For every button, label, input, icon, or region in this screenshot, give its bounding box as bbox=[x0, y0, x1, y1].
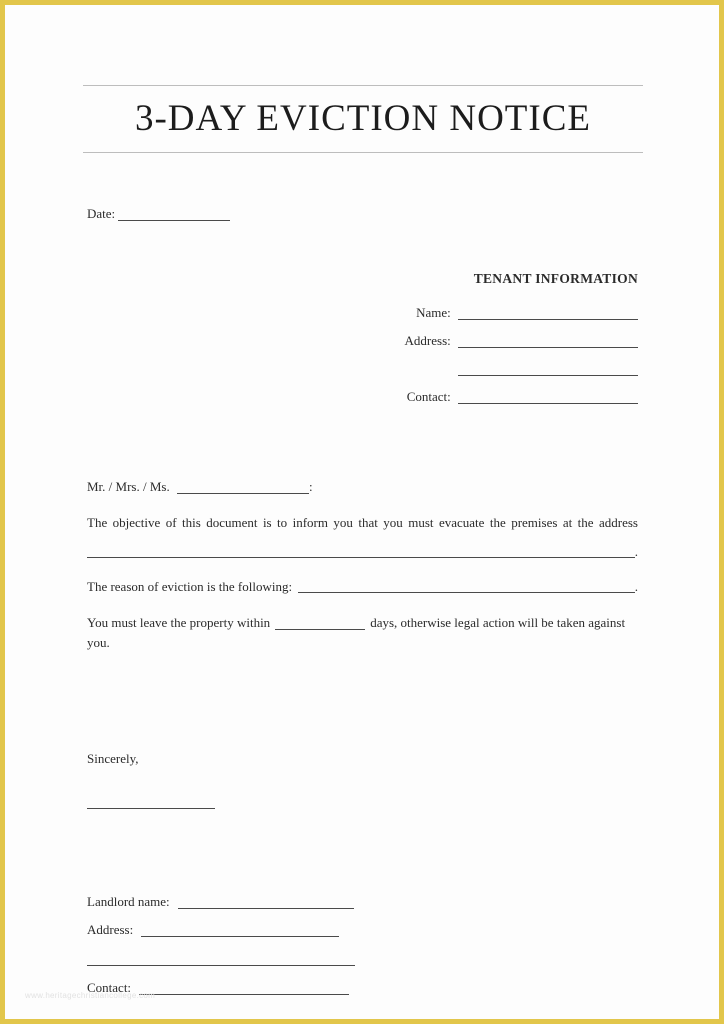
closing-row: Sincerely, bbox=[87, 751, 139, 766]
tenant-address-label: Address: bbox=[404, 333, 451, 348]
tenant-contact-label: Contact: bbox=[406, 389, 451, 404]
landlord-name-row bbox=[87, 888, 638, 916]
tenant-name-blank[interactable] bbox=[458, 308, 638, 320]
reason-row bbox=[87, 577, 638, 597]
objective-text: The objective of this document is to inform you that you must evacuate the premises at the address bbox=[87, 515, 638, 530]
leave-row bbox=[87, 613, 638, 653]
date-blank[interactable] bbox=[118, 209, 230, 221]
landlord-name-blank[interactable] bbox=[178, 897, 354, 909]
landlord-contact-blank[interactable] bbox=[139, 983, 349, 995]
date-row bbox=[87, 204, 638, 224]
reason-blank[interactable] bbox=[298, 579, 635, 593]
salutation-row bbox=[87, 477, 638, 497]
tenant-name-row bbox=[87, 299, 638, 327]
tenant-contact-blank[interactable] bbox=[458, 392, 638, 404]
signature-blank[interactable] bbox=[87, 797, 215, 809]
document-content bbox=[5, 85, 719, 1002]
landlord-address-row bbox=[87, 916, 638, 944]
salutation-punct: : bbox=[308, 479, 313, 494]
page-title: 3-DAY EVICTION NOTICE bbox=[134, 98, 592, 139]
landlord-address-blank[interactable] bbox=[141, 925, 339, 937]
tenant-information-section bbox=[87, 269, 638, 411]
reason-punct: . bbox=[634, 579, 638, 594]
date-label: Date: bbox=[87, 206, 116, 221]
leave-prefix: You must leave the property within bbox=[87, 615, 271, 630]
days-blank[interactable] bbox=[275, 618, 365, 630]
landlord-name-label: Landlord name: bbox=[87, 894, 170, 909]
landlord-contact-label: Contact: bbox=[87, 980, 132, 995]
reason-label: The reason of eviction is the following: bbox=[87, 579, 293, 594]
salutation-label: Mr. / Mrs. / Ms. bbox=[87, 479, 170, 494]
tenant-address-row bbox=[87, 327, 638, 355]
landlord-address-row-2 bbox=[87, 944, 638, 974]
title-rule-bottom bbox=[83, 152, 643, 153]
landlord-address-blank-2[interactable] bbox=[87, 954, 355, 966]
landlord-address-label: Address: bbox=[87, 922, 134, 937]
tenant-contact-row bbox=[87, 383, 638, 411]
title-block bbox=[83, 85, 643, 153]
landlord-section bbox=[87, 888, 638, 1002]
address-blank-punct: . bbox=[634, 544, 638, 559]
tenant-address-blank[interactable] bbox=[458, 336, 638, 348]
landlord-contact-row bbox=[87, 974, 638, 1002]
tenant-name-label: Name: bbox=[416, 305, 451, 320]
watermark: www.heritagechristiancollege.com bbox=[25, 991, 156, 1000]
leave-suffix: days, otherwise legal action will be taken against you. bbox=[87, 615, 626, 650]
premises-address-blank[interactable] bbox=[87, 544, 635, 558]
tenant-address-blank-2[interactable] bbox=[458, 364, 638, 376]
address-fill-row bbox=[87, 542, 638, 562]
tenant-information-heading: TENANT INFORMATION bbox=[473, 271, 638, 286]
salutation-blank[interactable] bbox=[177, 482, 309, 494]
signature-row bbox=[87, 792, 638, 812]
tenant-address-row-2 bbox=[87, 355, 638, 383]
